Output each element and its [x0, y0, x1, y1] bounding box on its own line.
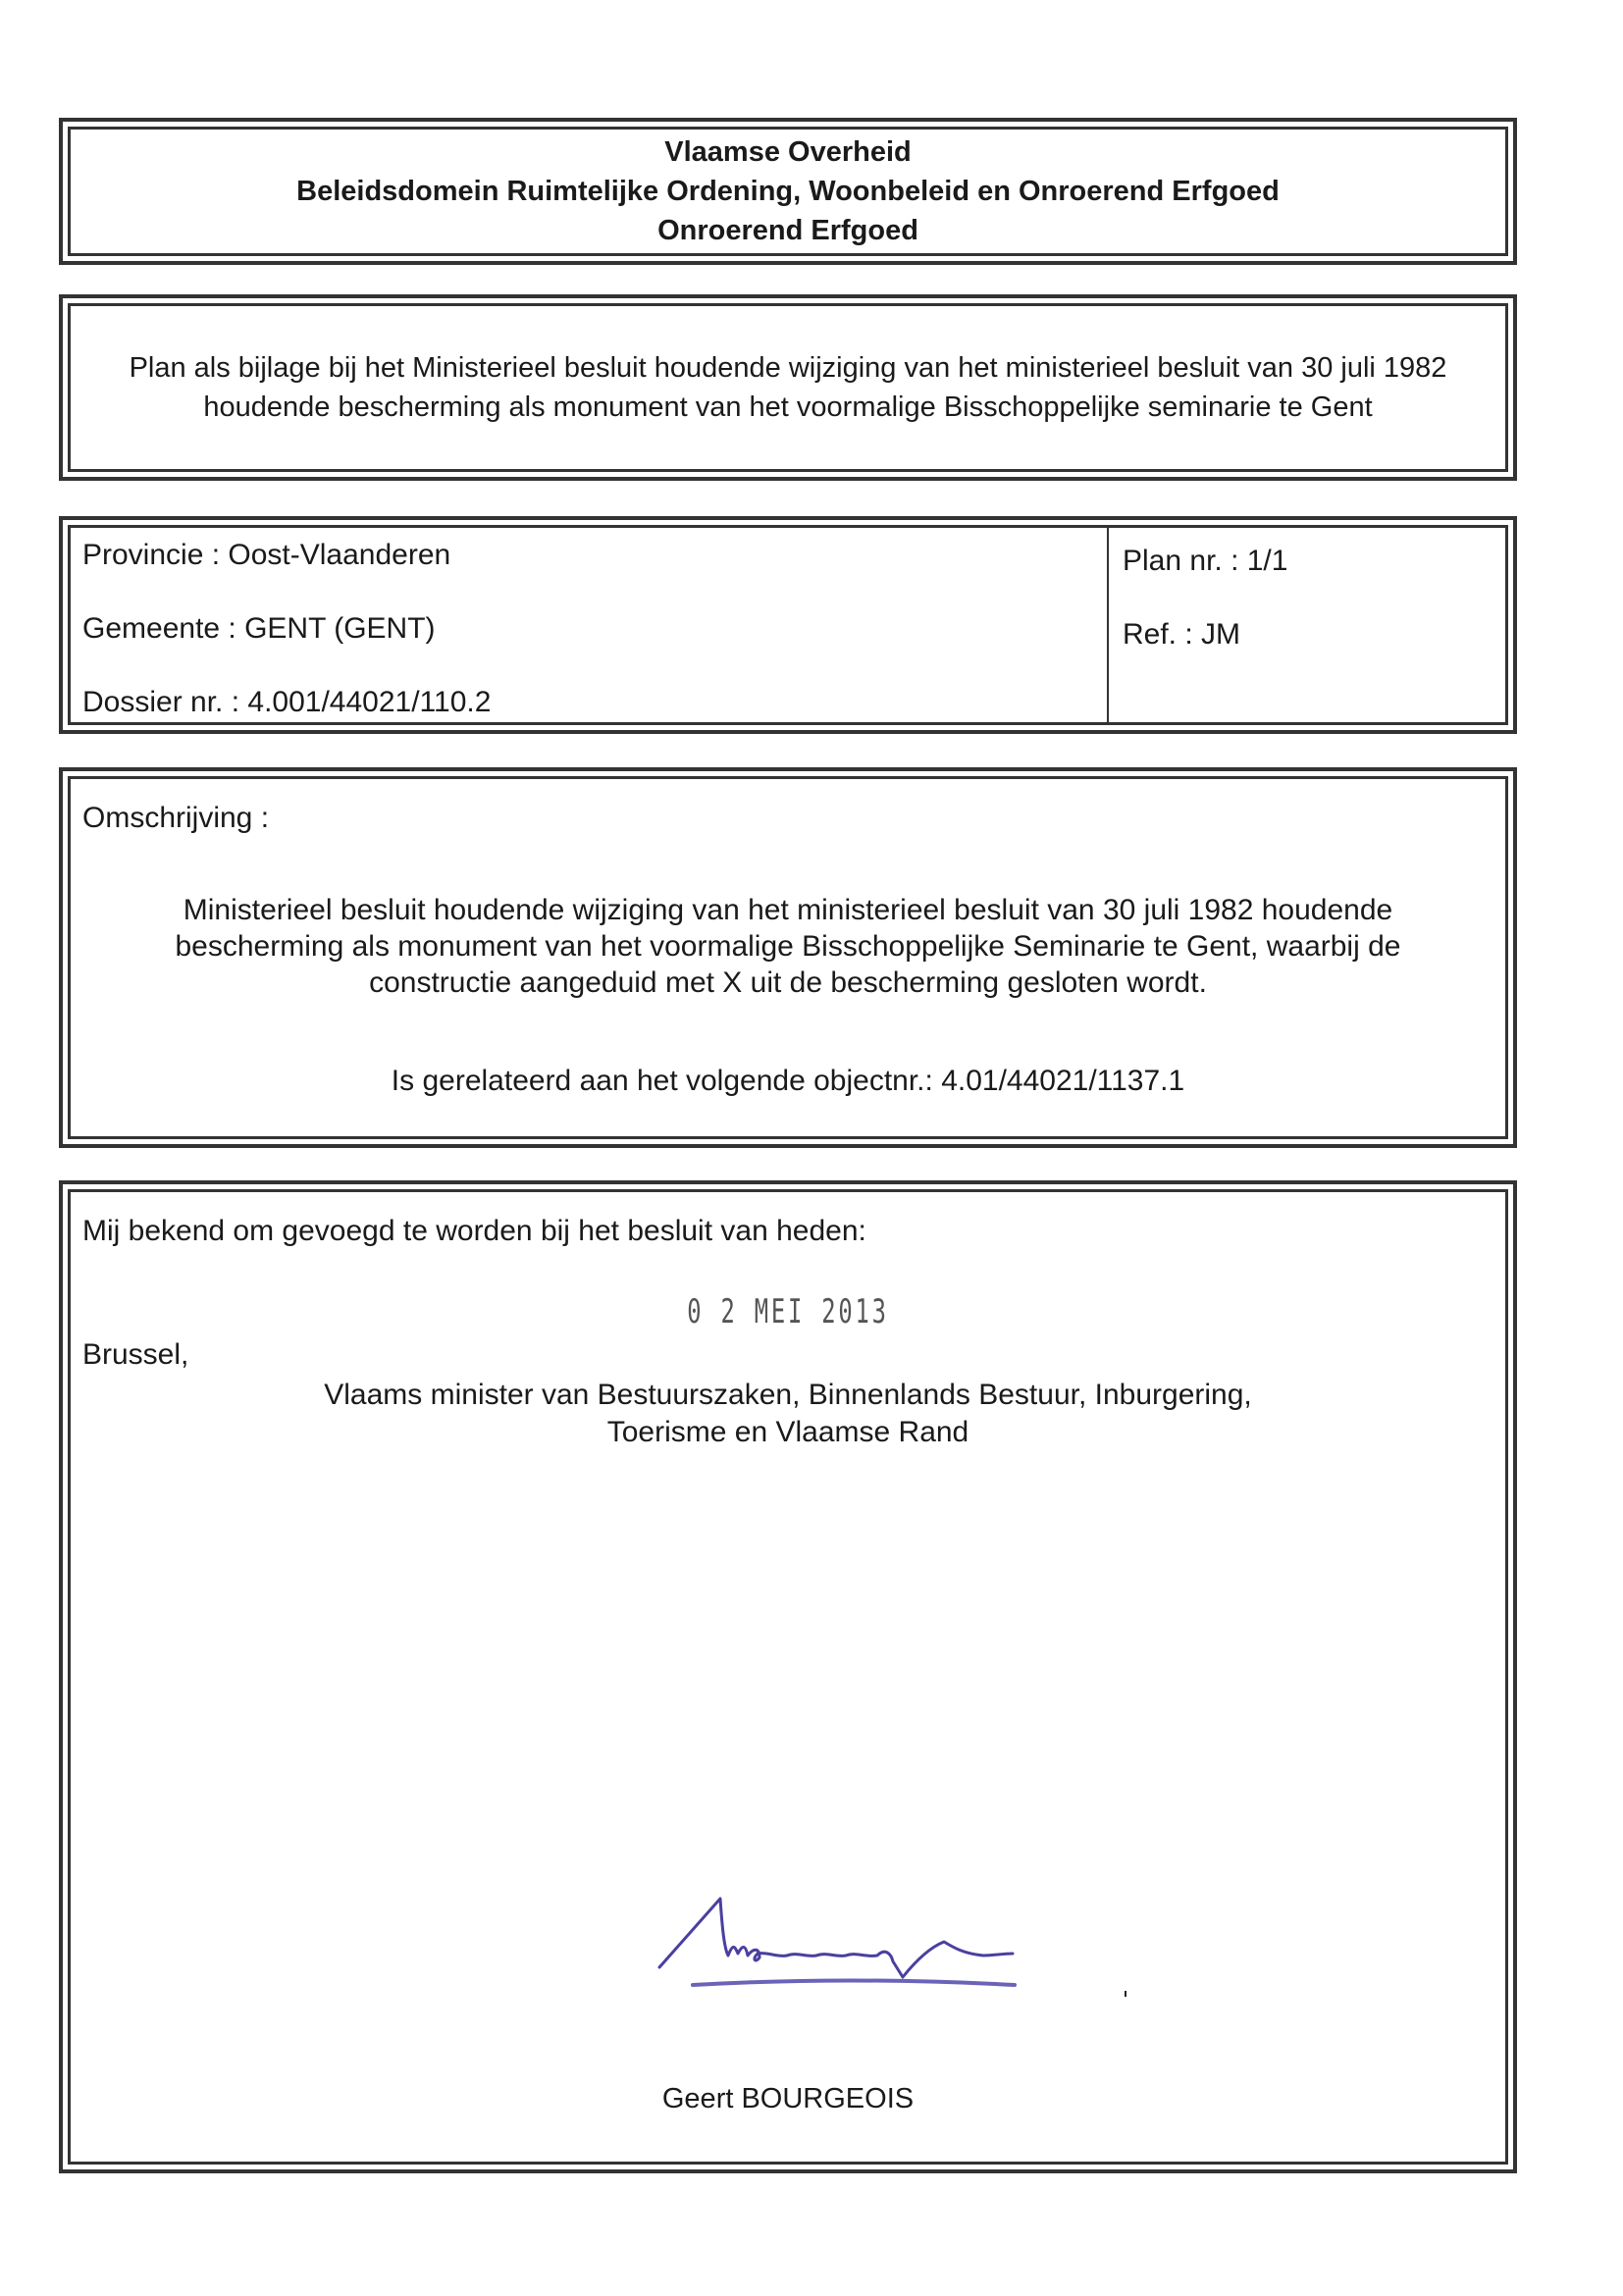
- header-line-3: Onroerend Erfgoed: [657, 215, 918, 246]
- approval-intro: Mij bekend om gevoegd te worden bij het besluit van heden:: [82, 1215, 866, 1247]
- ref: Ref. : JM: [1123, 618, 1241, 651]
- related-object: Is gerelateerd aan het volgende objectnr.: 4.01/44021/1137.1: [391, 1065, 1185, 1097]
- header-line-2: Beleidsdomein Ruimtelijke Ordening, Woonbeleid en Onroerend Erfgoed: [296, 176, 1280, 207]
- description-label: Omschrijving :: [82, 802, 270, 834]
- signatory-name: Geert BOURGEOIS: [661, 2083, 915, 2114]
- gemeente: Gemeente : GENT (GENT): [82, 612, 436, 645]
- info-box: [59, 516, 1517, 734]
- header-line-1: Vlaamse Overheid: [664, 136, 912, 168]
- minister-line-1: Vlaams minister van Bestuurszaken, Binnenlands Bestuur, Inburgering,: [324, 1379, 1252, 1411]
- info-right: [1109, 528, 1505, 722]
- minister-title: [71, 1377, 1505, 1451]
- header-box: [59, 118, 1517, 265]
- date-stamp: 0 2 MEI 2013: [687, 1292, 889, 1331]
- description-box: [59, 767, 1517, 1148]
- signature-box: [59, 1180, 1517, 2173]
- dossier-nr: Dossier nr. : 4.001/44021/110.2: [82, 686, 492, 718]
- city: Brussel,: [82, 1338, 189, 1371]
- plan-title: Plan als bijlage bij het Ministerieel besluit houdende wijziging van het ministerieel besluit van 30 juli 1982 houdende bescherming als monument van het voormalige Bisschoppelijke seminarie te Gent: [129, 352, 1447, 423]
- signature-icon: [650, 1869, 1199, 2007]
- plan-nr: Plan nr. : 1/1: [1123, 545, 1288, 577]
- minister-line-2: Toerisme en Vlaamse Rand: [606, 1416, 969, 1448]
- provincie: Provincie : Oost-Vlaanderen: [82, 539, 451, 571]
- plan-title-box: [59, 294, 1517, 481]
- description-text: Ministerieel besluit houdende wijziging van het ministerieel besluit van 30 juli 1982 houdende bescherming als monument van het voormalige Bisschoppelijke Seminarie te Gent, waarbij de constructie aangeduid met X uit de bescherming gesloten wordt.: [175, 894, 1401, 999]
- info-left: [71, 528, 1109, 722]
